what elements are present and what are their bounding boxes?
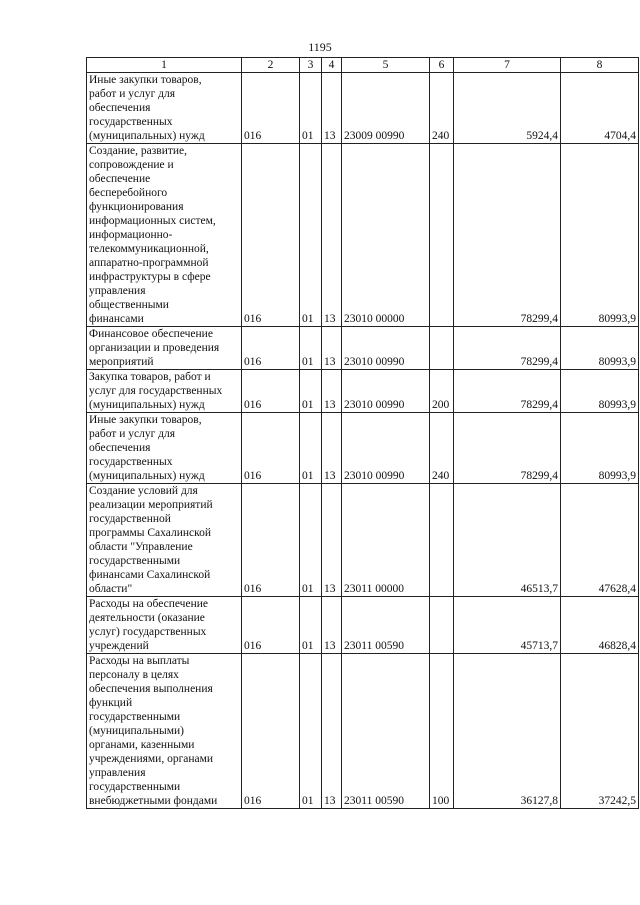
row-name: Закупка товаров, работ и услуг для государственных (муниципальных) нужд [87, 370, 242, 413]
row-expense-type: 240 [430, 413, 454, 484]
row-name: Финансовое обеспечение организации и проведения мероприятий [87, 327, 242, 370]
row-name: Расходы на обеспечение деятельности (оказание услуг) государственных учреждений [87, 597, 242, 654]
row-expense-type: 100 [430, 654, 454, 809]
row-name: Создание условий для реализации мероприятий государственной программы Сахалинской области "Управление государственными финансами Сахалинской области" [87, 484, 242, 597]
header-col-6: 6 [430, 58, 454, 73]
row-expense-type: 240 [430, 73, 454, 144]
row-name: Иные закупки товаров, работ и услуг для обеспечения государственных (муниципальных) нужд [87, 73, 242, 144]
row-target-article: 23009 00990 [342, 73, 430, 144]
header-col-3: 3 [300, 58, 322, 73]
header-col-7: 7 [454, 58, 561, 73]
row-target-article: 23010 00990 [342, 413, 430, 484]
row-target-article: 23010 00990 [342, 370, 430, 413]
row-section: 01 [300, 654, 322, 809]
row-amount-year2: 46828,4 [561, 597, 639, 654]
row-target-article: 23010 00990 [342, 327, 430, 370]
row-target-article: 23011 00590 [342, 597, 430, 654]
row-amount-year1: 78299,4 [454, 327, 561, 370]
row-amount-year2: 4704,4 [561, 73, 639, 144]
row-subsection: 13 [322, 654, 342, 809]
table-row [87, 413, 639, 484]
table-row [87, 597, 639, 654]
row-expense-type [430, 597, 454, 654]
row-subsection: 13 [322, 327, 342, 370]
row-expense-type: 200 [430, 370, 454, 413]
row-section: 01 [300, 144, 322, 327]
row-amount-year2: 47628,4 [561, 484, 639, 597]
row-amount-year2: 80993,9 [561, 327, 639, 370]
row-amount-year1: 45713,7 [454, 597, 561, 654]
row-amount-year1: 5924,4 [454, 73, 561, 144]
row-subsection: 13 [322, 370, 342, 413]
row-section: 01 [300, 370, 322, 413]
table-row [87, 370, 639, 413]
row-ministry-code: 016 [242, 73, 300, 144]
row-target-article: 23011 00000 [342, 484, 430, 597]
header-col-5: 5 [342, 58, 430, 73]
row-name: Создание, развитие, сопровождение и обеспечение бесперебойного функционирования информационных систем, информационно- телекоммуникационной, аппаратно-программной инфраструктуры в сфере управления общественными финансами [87, 144, 242, 327]
row-section: 01 [300, 597, 322, 654]
table-row [87, 484, 639, 597]
row-amount-year1: 36127,8 [454, 654, 561, 809]
row-amount-year1: 78299,4 [454, 370, 561, 413]
table-row [87, 327, 639, 370]
row-amount-year1: 46513,7 [454, 484, 561, 597]
header-col-2: 2 [242, 58, 300, 73]
row-subsection: 13 [322, 144, 342, 327]
row-expense-type [430, 484, 454, 597]
row-subsection: 13 [322, 413, 342, 484]
row-expense-type [430, 327, 454, 370]
row-amount-year2: 80993,9 [561, 144, 639, 327]
page-number: 1195 [308, 40, 332, 54]
row-ministry-code: 016 [242, 413, 300, 484]
row-expense-type [430, 144, 454, 327]
row-name: Расходы на выплаты персоналу в целях обеспечения выполнения функций государственными (муниципальными) органами, казенными учреждениями, органами управления государственными внебюджетными фондами [87, 654, 242, 809]
table-row [87, 144, 639, 327]
row-amount-year1: 78299,4 [454, 144, 561, 327]
row-amount-year2: 37242,5 [561, 654, 639, 809]
header-row [87, 58, 639, 73]
row-section: 01 [300, 413, 322, 484]
row-amount-year1: 78299,4 [454, 413, 561, 484]
row-name: Иные закупки товаров, работ и услуг для обеспечения государственных (муниципальных) нужд [87, 413, 242, 484]
row-section: 01 [300, 73, 322, 144]
header-col-8: 8 [561, 58, 639, 73]
row-amount-year2: 80993,9 [561, 370, 639, 413]
table-row [87, 654, 639, 809]
row-subsection: 13 [322, 597, 342, 654]
row-target-article: 23010 00000 [342, 144, 430, 327]
row-subsection: 13 [322, 484, 342, 597]
row-subsection: 13 [322, 73, 342, 144]
row-ministry-code: 016 [242, 144, 300, 327]
row-section: 01 [300, 327, 322, 370]
table-row [87, 73, 639, 144]
row-target-article: 23011 00590 [342, 654, 430, 809]
row-ministry-code: 016 [242, 327, 300, 370]
row-ministry-code: 016 [242, 484, 300, 597]
row-section: 01 [300, 484, 322, 597]
row-ministry-code: 016 [242, 597, 300, 654]
row-ministry-code: 016 [242, 370, 300, 413]
header-col-1: 1 [87, 58, 242, 73]
row-ministry-code: 016 [242, 654, 300, 809]
row-amount-year2: 80993,9 [561, 413, 639, 484]
header-col-4: 4 [322, 58, 342, 73]
budget-table [86, 57, 639, 809]
